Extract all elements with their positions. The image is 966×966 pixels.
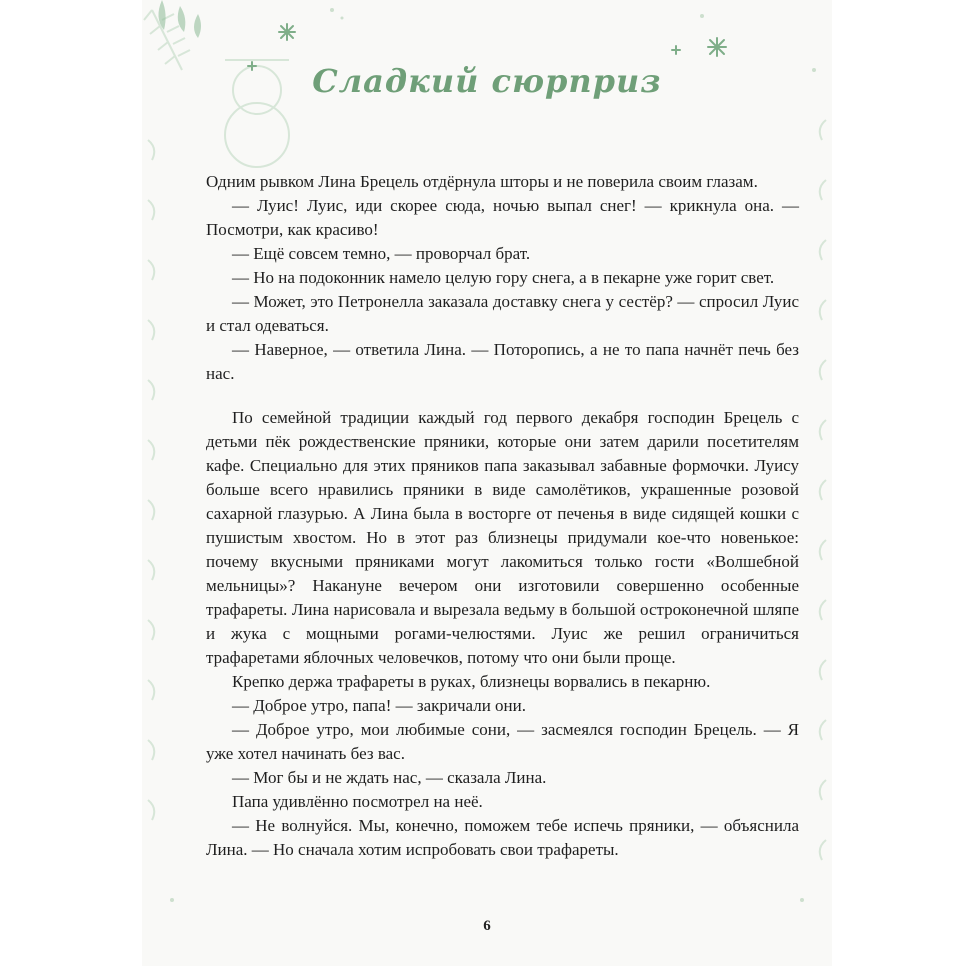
page-number: 6 xyxy=(483,918,491,934)
paragraph: — Не волнуйся. Мы, конечно, поможем тебе испечь пряники, — объяснила Лина. — Но сначала хотим испробовать свои трафареты. xyxy=(206,816,799,859)
section-gap xyxy=(206,386,799,406)
paragraph: — Мог бы и не ждать нас, — сказала Лина. xyxy=(232,768,547,787)
paragraph: — Доброе утро, мои любимые сони, — засмеялся господин Брецель. — Я уже хотел начинать без вас. xyxy=(206,720,799,763)
paragraph: Одним рывком Лина Брецель отдёрнула шторы и не поверила своим глазам. xyxy=(206,172,758,191)
paragraph: Крепко держа трафареты в руках, близнецы ворвались в пекарню. xyxy=(232,672,711,691)
paragraph: По семейной традиции каждый год первого декабря господин Брецель с детьми пёк рождественские пряники, которые они затем дарили посетителям кафе. Специально для этих пряников папа заказывал забавные формочки. Луису больше всего нравились пряники в виде самолётиков, украшенные розовой сахарной глазурью. А Лина была в восторге от печенья в виде сидящей кошки с пушистым хвостом. Но в этот раз близнецы придумали кое-что новенькое: почему вкусными пряниками могут лакомиться только гости «Волшебной мельницы»? Накануне вечером они изготовили совершенно особенные трафареты. Лина нарисовала и вырезала ведьму в большой остроконечной шляпе и жука с мощными рогами-челюстями. Луис же решил ограничиться трафаретами яблочных человечков, потому что они были проще. xyxy=(206,408,799,667)
chapter-body xyxy=(206,170,799,862)
book-page xyxy=(142,0,832,966)
paragraph: — Но на подоконник намело целую гору снега, а в пекарне уже горит свет. xyxy=(232,268,775,287)
paragraph: — Доброе утро, папа! — закричали они. xyxy=(232,696,526,715)
chapter-title: Сладкий сюрприз xyxy=(312,62,662,100)
paragraph: — Ещё совсем темно, — проворчал брат. xyxy=(232,244,531,263)
paragraph: — Луис! Луис, иди скорее сюда, ночью выпал снег! — крикнула она. — Посмотри, как красиво! xyxy=(206,196,799,239)
paragraph: — Наверное, — ответила Лина. — Поторопись, а не то папа начнёт печь без нас. xyxy=(206,340,799,383)
paragraph: — Может, это Петронелла заказала доставку снега у сестёр? — спросил Луис и стал одеваться. xyxy=(206,292,799,335)
paragraph: Папа удивлённо посмотрел на неё. xyxy=(232,792,483,811)
